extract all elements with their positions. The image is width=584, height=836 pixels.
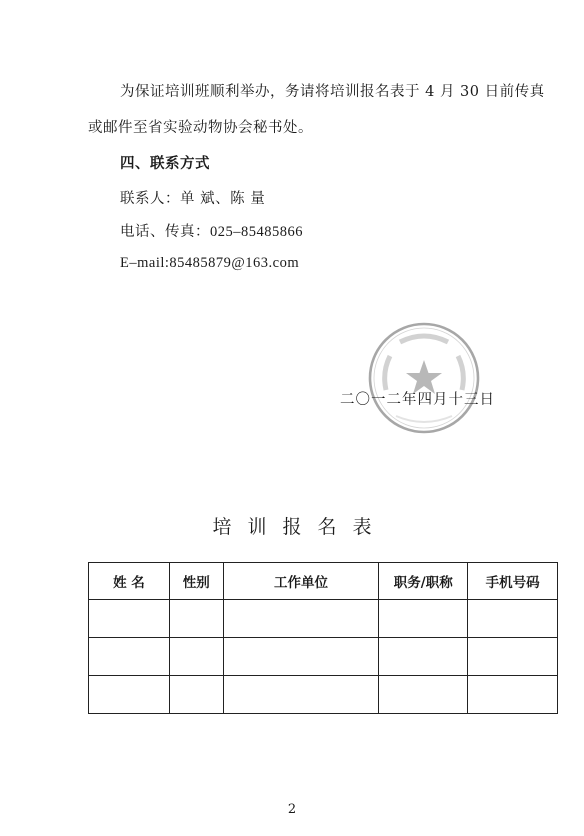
table-cell bbox=[223, 676, 379, 714]
table-cell bbox=[379, 638, 468, 676]
signature-date: 二〇一二年四月十三日 bbox=[340, 392, 495, 408]
registration-table bbox=[88, 562, 558, 714]
table-cell bbox=[468, 600, 558, 638]
table-cell bbox=[169, 638, 223, 676]
table-row bbox=[89, 676, 558, 714]
notice-paragraph-line-1: 为保证培训班顺利举办，务请将培训报名表于 4 月 30 日前传真 bbox=[120, 84, 545, 100]
contact-person: 联系人：单 斌、陈 量 bbox=[120, 191, 266, 207]
registration-form-title: 培训报名表 bbox=[212, 516, 388, 538]
table-cell bbox=[89, 676, 170, 714]
column-header-workplace: 工作单位 bbox=[223, 563, 379, 600]
table-row bbox=[89, 638, 558, 676]
table-cell bbox=[379, 676, 468, 714]
column-header-gender: 性别 bbox=[169, 563, 223, 600]
page-number: 2 bbox=[287, 802, 297, 817]
table-cell bbox=[468, 676, 558, 714]
column-header-position-title: 职务/职称 bbox=[379, 563, 468, 600]
seal-icon bbox=[366, 320, 482, 436]
table-cell bbox=[379, 600, 468, 638]
contact-email: E–mail:85485879@163.com bbox=[120, 255, 300, 271]
table-cell bbox=[89, 638, 170, 676]
notice-paragraph-line-2: 或邮件至省实验动物协会秘书处。 bbox=[88, 120, 313, 136]
table-cell bbox=[223, 600, 379, 638]
table-row bbox=[89, 600, 558, 638]
table-cell bbox=[169, 600, 223, 638]
table-cell bbox=[89, 600, 170, 638]
table-cell bbox=[169, 676, 223, 714]
official-seal bbox=[366, 320, 482, 436]
table-cell bbox=[223, 638, 379, 676]
contact-phone-fax: 电话、传真：025–85485866 bbox=[120, 224, 303, 240]
table-header-row bbox=[89, 563, 558, 600]
column-header-name: 姓 名 bbox=[89, 563, 170, 600]
section-heading-contact: 四、联系方式 bbox=[120, 155, 210, 172]
table-cell bbox=[468, 638, 558, 676]
column-header-mobile: 手机号码 bbox=[468, 563, 558, 600]
